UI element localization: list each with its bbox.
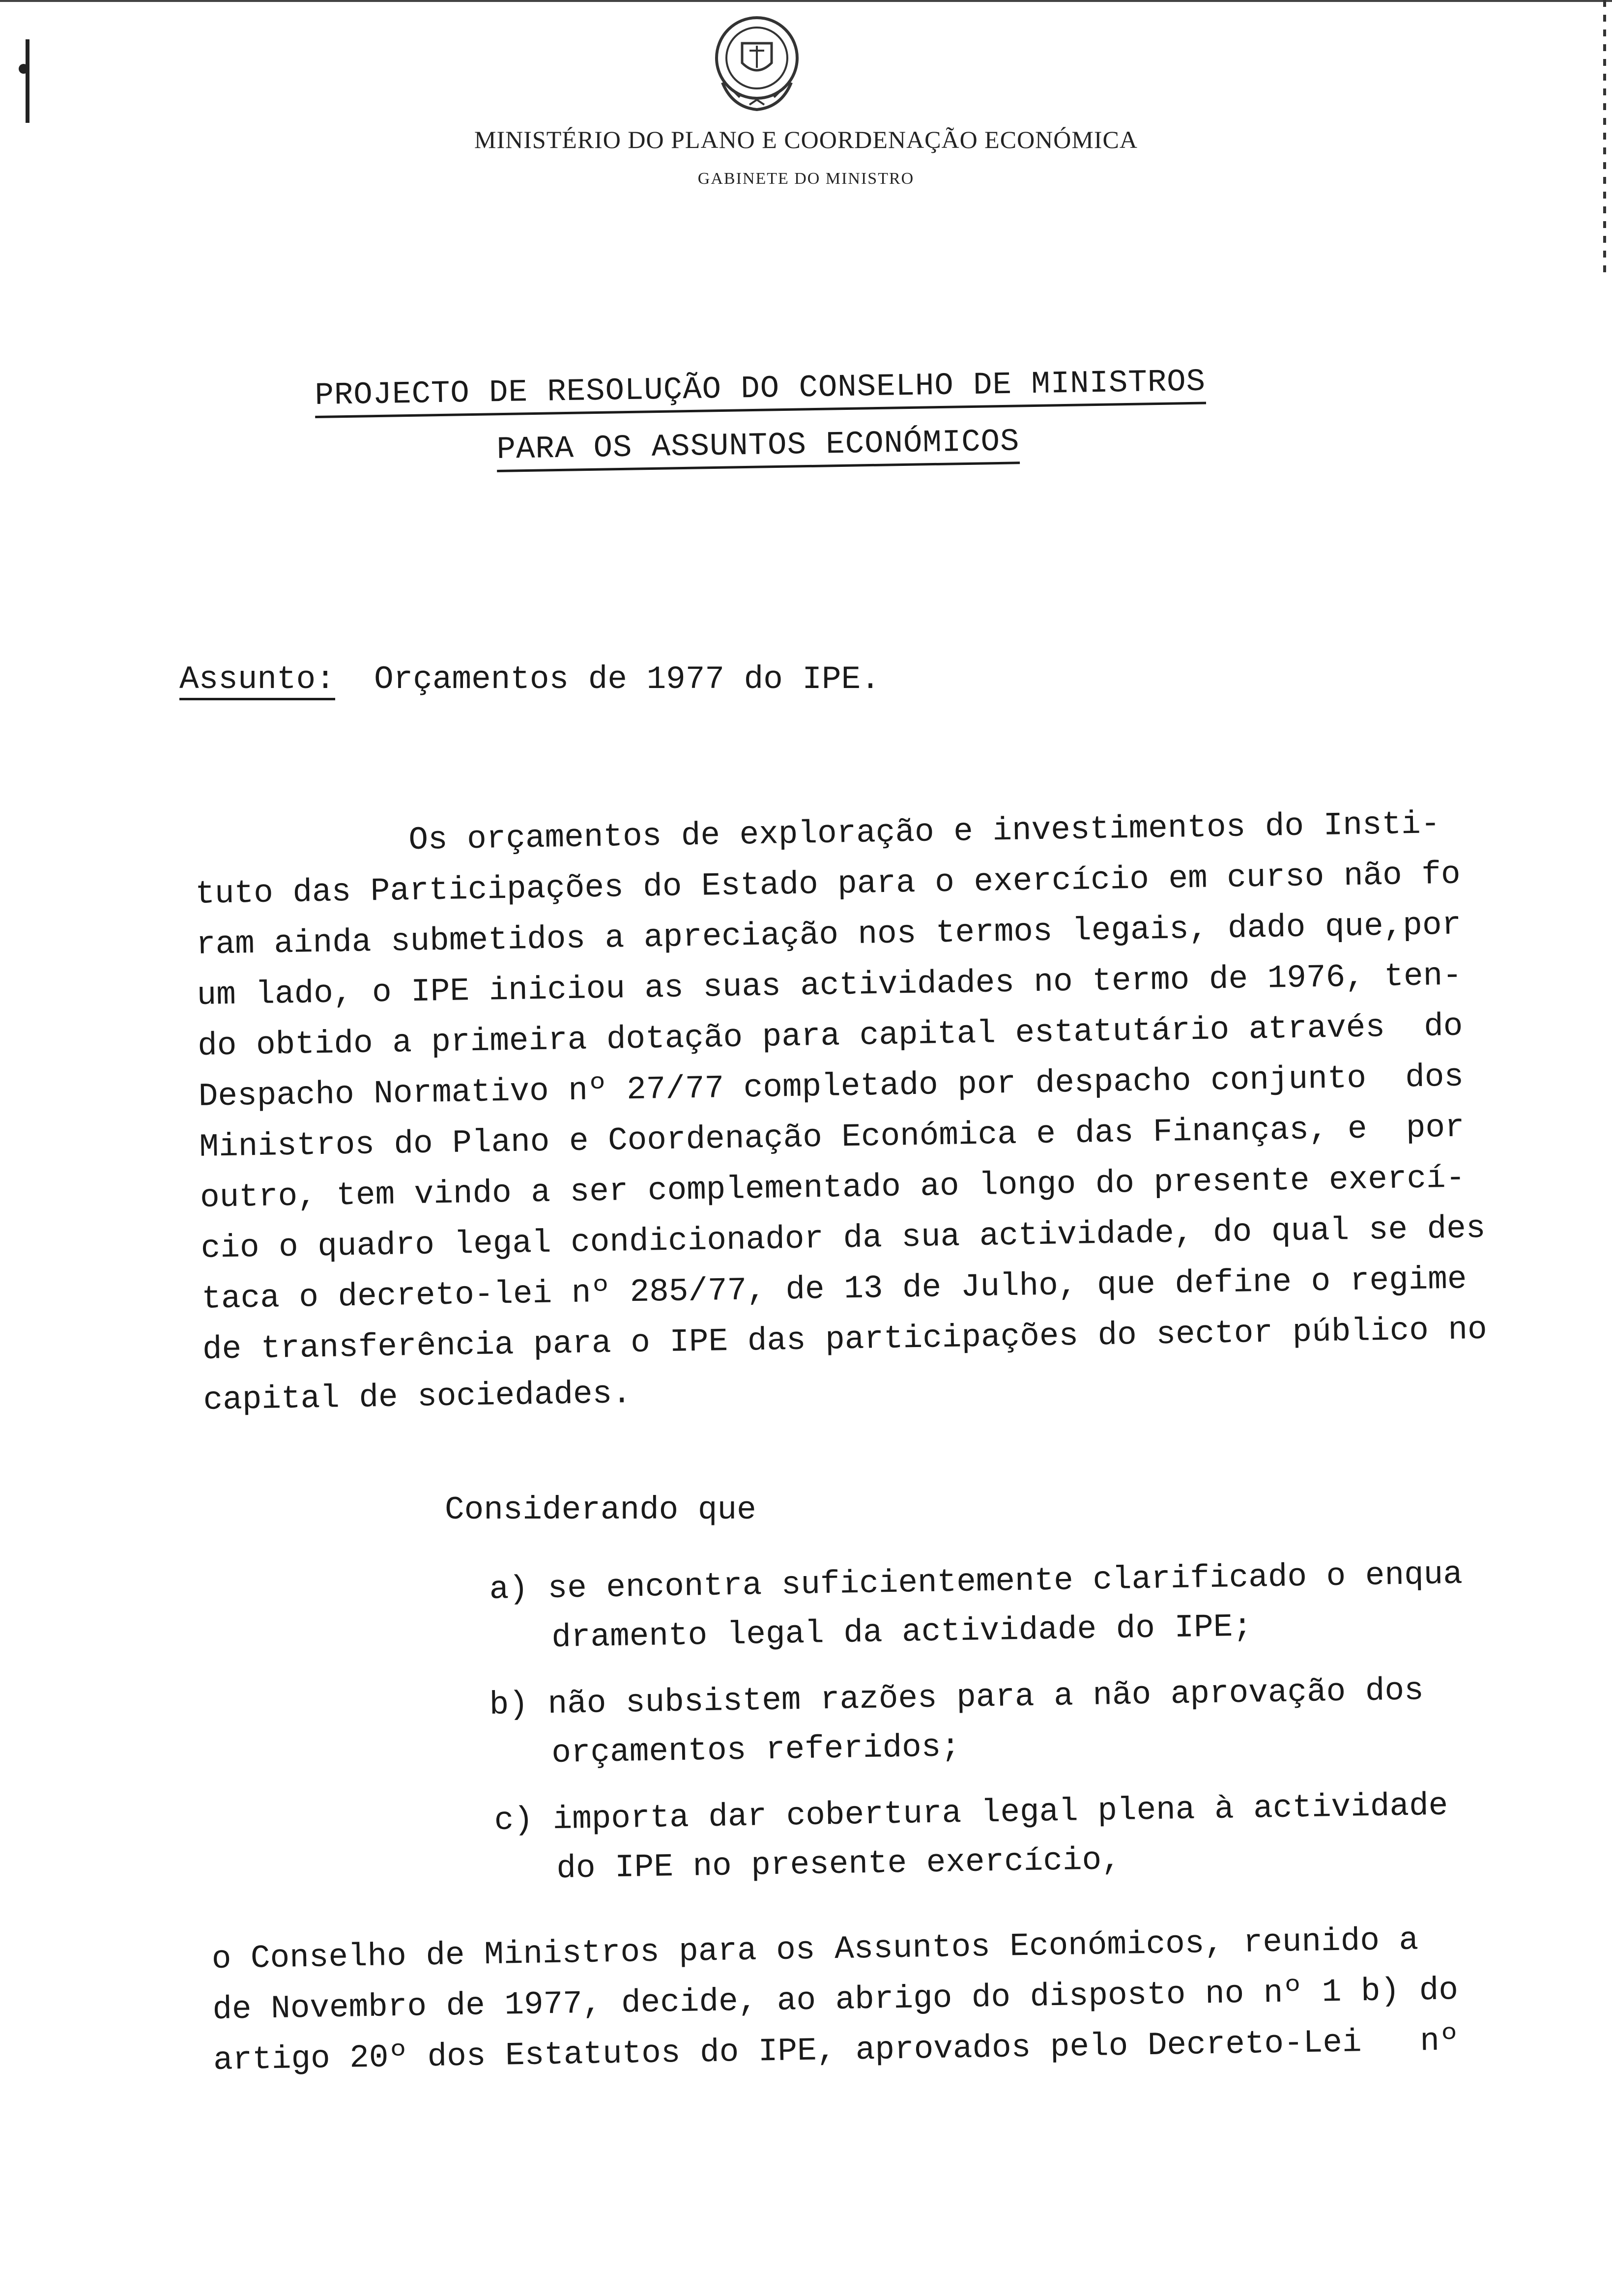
item-text: importa dar cobertura legal plena à actividade	[552, 1787, 1448, 1838]
paragraph-line: cio o quadro legal condicionador da sua actividade, do qual se des	[201, 1209, 1486, 1267]
paragraph-line: outro, tem vindo a ser complementado ao longo do presente exercí-	[200, 1159, 1466, 1216]
item-text-continued: orçamentos referidos;	[551, 1728, 961, 1772]
scan-mark	[19, 64, 29, 74]
item-marker: a)	[489, 1570, 529, 1608]
item-text: se encontra suficientemente clarificado o enqua	[547, 1555, 1463, 1607]
paragraph-line: taca o decreto-lei nº 285/77, de 13 de Julho, que define o regime	[201, 1261, 1468, 1318]
resolution-line: o Conselho de Ministros para os Assuntos Económicos, reunido a	[211, 1922, 1419, 1978]
resolution-line: de Novembro de 1977, decide, ao abrigo do disposto no nº 1 b) do	[212, 1972, 1459, 2028]
resolution-paragraph	[211, 1913, 1541, 2086]
coat-of-arms-icon	[703, 9, 811, 117]
scan-top-edge	[0, 0, 1612, 2]
paragraph-line: Despacho Normativo nº 27/77 completado por despacho conjunto dos	[198, 1058, 1464, 1115]
considering-intro: Considerando que	[445, 1492, 756, 1528]
paragraph-line: de transferência para o IPE das participações do sector público no	[202, 1311, 1488, 1368]
document-title-line-1: PROJECTO DE RESOLUÇÃO DO CONSELHO DE MINISTROS	[315, 365, 1206, 418]
considering-item-a	[489, 1550, 1464, 1664]
paragraph-line: Ministros do Plano e Coordenação Económica e das Finanças, e por	[199, 1109, 1465, 1166]
ministry-name: MINISTÉRIO DO PLANO E COORDENAÇÃO ECONÓMICA	[474, 126, 1138, 153]
item-text-continued: do IPE no presente exercício,	[556, 1841, 1122, 1888]
subject-label: Assunto:	[179, 661, 335, 700]
item-text-continued: dramento legal da actividade do IPE;	[551, 1608, 1253, 1657]
item-marker: c)	[494, 1801, 534, 1839]
paragraph-line: capital de sociedades.	[203, 1375, 632, 1419]
cabinet-name: GABINETE DO MINISTRO	[697, 170, 915, 188]
main-paragraph	[194, 798, 1530, 1426]
paragraph-line: Os orçamentos de exploração e investimentos do Insti-	[194, 805, 1440, 862]
paragraph-line: ram ainda submetidos a apreciação nos termos legais, dado que,por	[196, 906, 1462, 963]
considering-item-b	[489, 1666, 1425, 1779]
paragraph-line: um lado, o IPE iniciou as suas actividades no termo de 1976, ten-	[197, 957, 1463, 1014]
paragraph-line: tuto das Participações do Estado para o exercício em curso não fo	[195, 856, 1461, 913]
subject	[179, 661, 880, 698]
subject-text: Orçamentos de 1977 do IPE.	[374, 661, 880, 698]
considering-item-c	[494, 1781, 1449, 1894]
item-marker: b)	[489, 1686, 529, 1723]
paragraph-line: do obtido a primeira dotação para capital estatutário através do	[197, 1007, 1463, 1064]
item-text: não subsistem razões para a não aprovação dos	[547, 1672, 1424, 1723]
scan-mark	[26, 39, 29, 123]
resolution-line: artigo 20º dos Estatutos do IPE, aprovados pelo Decreto-Lei nº	[213, 2022, 1460, 2079]
document-title-line-2: PARA OS ASSUNTOS ECONÓMICOS	[496, 424, 1020, 472]
